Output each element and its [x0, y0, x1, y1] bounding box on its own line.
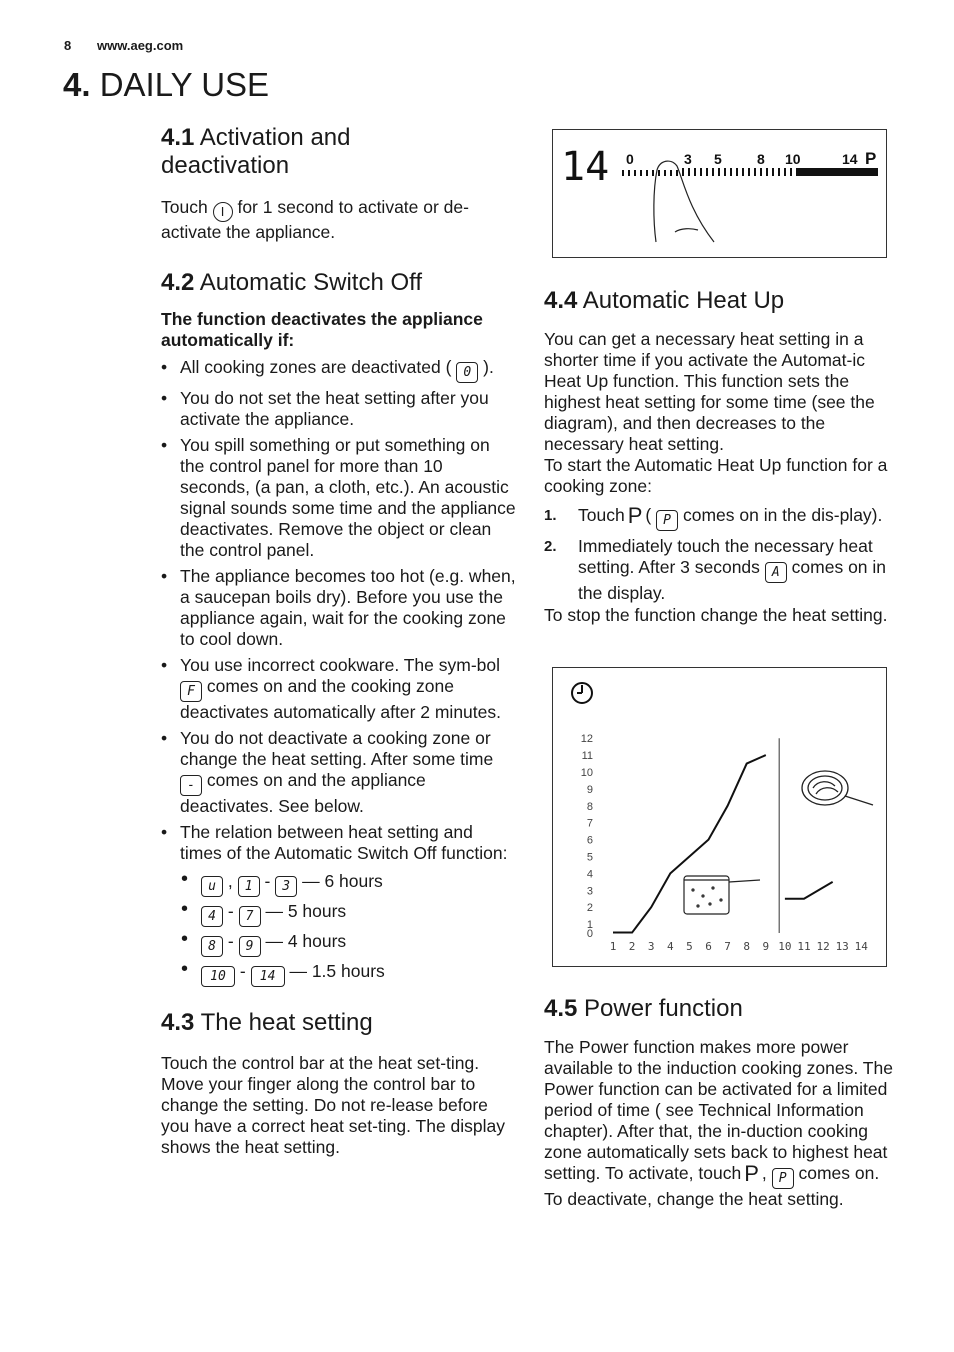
y-tick-label: 8 [586, 800, 593, 813]
step-item: 2. Immediately touch the necessary heat setting. After 3 seconds A comes on in the display. [544, 536, 887, 603]
section-4-4-start: To start the Automatic Heat Up function for a cooking zone: [544, 455, 888, 496]
y-tick-label: 9 [586, 783, 593, 796]
x-tick-label: 14 [854, 940, 868, 953]
x-tick-label: 4 [666, 940, 674, 953]
section-4-3-text: Touch the control bar at the heat set-ting. Move your finger along the control bar to change the setting. Do not re-lease before you have a correct heat set-ting. The display shows the heat setting. [161, 1053, 506, 1157]
section-4-4-heading: 4.4 Automatic Heat Up [544, 287, 785, 314]
list-item: • You do not set the heat setting after you activate the appliance. [161, 388, 516, 430]
hours-list [181, 869, 516, 989]
y-tick-label: 0 [586, 928, 593, 940]
display-symbol: - [180, 775, 202, 796]
on-off-icon: I [213, 202, 233, 222]
x-tick-label: 2 [628, 940, 636, 953]
saucepan-icon [684, 876, 760, 914]
y-tick-label: 6 [586, 834, 593, 847]
slider-ticks [623, 168, 797, 176]
section-4-5-text: The Power function makes more power available to the induction cooking zones. The Power function can be activated for a limited period of time ( see Technical Information chapter). After that, the in-duction cooking zone automatically sets back to highest heat setting. To activate, touch P , P comes on. To deactivate, change the heat setting. [544, 1037, 893, 1209]
chart-svg [553, 668, 886, 966]
y-tick-label: 1 [586, 919, 593, 932]
section-4-1-text: Touch I for 1 second to activate or de-activate the appliance. [161, 197, 469, 242]
step-item: 1. Touch P ( P comes on in the dis-play). [544, 505, 896, 531]
x-tick-label: 11 [797, 940, 811, 953]
control-bar-figure [552, 129, 887, 258]
y-tick-label: 5 [586, 851, 593, 864]
website-link[interactable]: www.aeg.com [97, 38, 184, 53]
x-tick-label: 8 [743, 940, 751, 953]
y-tick-label: 7 [586, 817, 593, 830]
clock-icon [572, 683, 592, 703]
y-tick-label: 10 [580, 767, 593, 779]
tick-label: 14 [842, 151, 858, 167]
y-axis-ticks [581, 733, 593, 940]
list-item: • The relation between heat setting and times of the Automatic Switch Off function: [161, 822, 516, 864]
tick-label: 5 [714, 151, 722, 167]
switch-off-list [161, 357, 516, 864]
display-symbol: u [201, 876, 223, 897]
heat-up-chart [552, 667, 887, 967]
list-item: • You do not deactivate a cooking zone or change the heat setting. After some time - comes on and the appliance deactivates. See below. [161, 728, 516, 817]
display-symbol: A [765, 562, 787, 583]
y-tick-label: 4 [586, 868, 593, 881]
list-item: • You spill something or put something on the control panel for more than 10 seconds, (a pan, a cloth, etc.). An acoustic signal sounds some time and the appliance deactivates. Remove the object or clean the control panel. [161, 435, 516, 561]
hours-item: • 8 - 9 — 4 hours [181, 929, 516, 959]
section-4-5 [544, 995, 896, 1210]
display-symbol: 10 [201, 966, 235, 987]
tick-label: 3 [684, 151, 692, 167]
y-tick-label: 12 [580, 733, 593, 746]
display-symbol: 9 [239, 936, 261, 957]
x-tick-label: 9 [762, 940, 770, 953]
list-item: • You use incorrect cookware. The sym-bol F comes on and the cooking zone deactivates automatically after 2 minutes. [161, 655, 516, 723]
chapter-number: 4. [63, 66, 91, 103]
series-lines [613, 755, 833, 932]
frying-pan-icon [802, 771, 873, 805]
chapter-title [63, 66, 269, 104]
section-4-4-stop: To stop the function change the heat setting. [544, 605, 888, 625]
heat-display: 14 [561, 144, 610, 190]
x-tick-label: 10 [778, 940, 792, 953]
display-symbol: 3 [275, 876, 297, 897]
display-symbol: 0 [456, 362, 478, 383]
page-number: 8 [64, 38, 72, 53]
display-symbol: P [656, 510, 678, 531]
hours-item: • 10 - 14 — 1.5 hours [181, 959, 516, 989]
display-symbol: 1 [238, 876, 260, 897]
series-line-heat-up [613, 755, 766, 932]
display-symbol: 7 [239, 906, 261, 927]
section-4-4-text: You can get a necessary heat setting in a shorter time if you activate the Automat-ic Heat Up function. This function sets the highest heat setting for some time (see the diagram), and then decreases to the necessary heat setting. [544, 329, 875, 454]
slider-fill [797, 168, 878, 176]
power-p-icon: P [627, 503, 643, 528]
right-column [544, 287, 896, 626]
list-item: • All cooking zones are deactivated ( 0 ). [161, 357, 516, 383]
control-bar-svg [553, 130, 886, 257]
left-column [161, 124, 516, 1158]
section-4-2-lead: The function deactivates the appliance automatically if: [161, 309, 483, 350]
display-symbol: P [772, 1168, 794, 1189]
power-p-icon: P [744, 1161, 759, 1186]
section-4-5-heading: 4.5 Power function [544, 995, 743, 1022]
tick-label: 8 [757, 151, 765, 167]
display-symbol: 8 [201, 936, 223, 957]
chapter-name: DAILY USE [99, 66, 270, 103]
y-tick-label: 11 [581, 750, 593, 763]
x-tick-label: 13 [835, 940, 849, 953]
x-axis-ticks [610, 940, 869, 953]
steps-list [544, 505, 896, 604]
hours-item: • u , 1 - 3 — 6 hours [181, 869, 516, 899]
display-symbol: 4 [201, 906, 223, 927]
x-tick-label: 12 [816, 940, 830, 953]
x-tick-label: 6 [705, 940, 712, 953]
hours-item: • 4 - 7 — 5 hours [181, 899, 516, 929]
x-tick-label: 7 [724, 940, 731, 953]
list-item: • The appliance becomes too hot (e.g. when, a saucepan boils dry). Before you use the appliance again, wait for the cooking zone to cool down. [161, 566, 516, 650]
series-line-after [785, 882, 833, 899]
y-tick-label: 3 [586, 885, 593, 898]
y-tick-label: 2 [586, 902, 593, 915]
power-p-symbol: P [865, 149, 877, 168]
x-tick-label: 5 [686, 940, 693, 953]
section-4-3-heading: 4.3 The heat setting [161, 1009, 373, 1036]
section-4-2-heading: 4.2 Automatic Switch Off [161, 269, 423, 296]
tick-label: 10 [785, 151, 801, 167]
display-symbol: 14 [251, 966, 285, 987]
display-symbol: F [180, 681, 202, 702]
tick-label: 0 [626, 151, 634, 167]
x-tick-label: 1 [609, 940, 617, 953]
x-tick-label: 3 [647, 940, 655, 953]
section-4-1-heading: 4.1 Activation and deactivation [161, 124, 351, 179]
